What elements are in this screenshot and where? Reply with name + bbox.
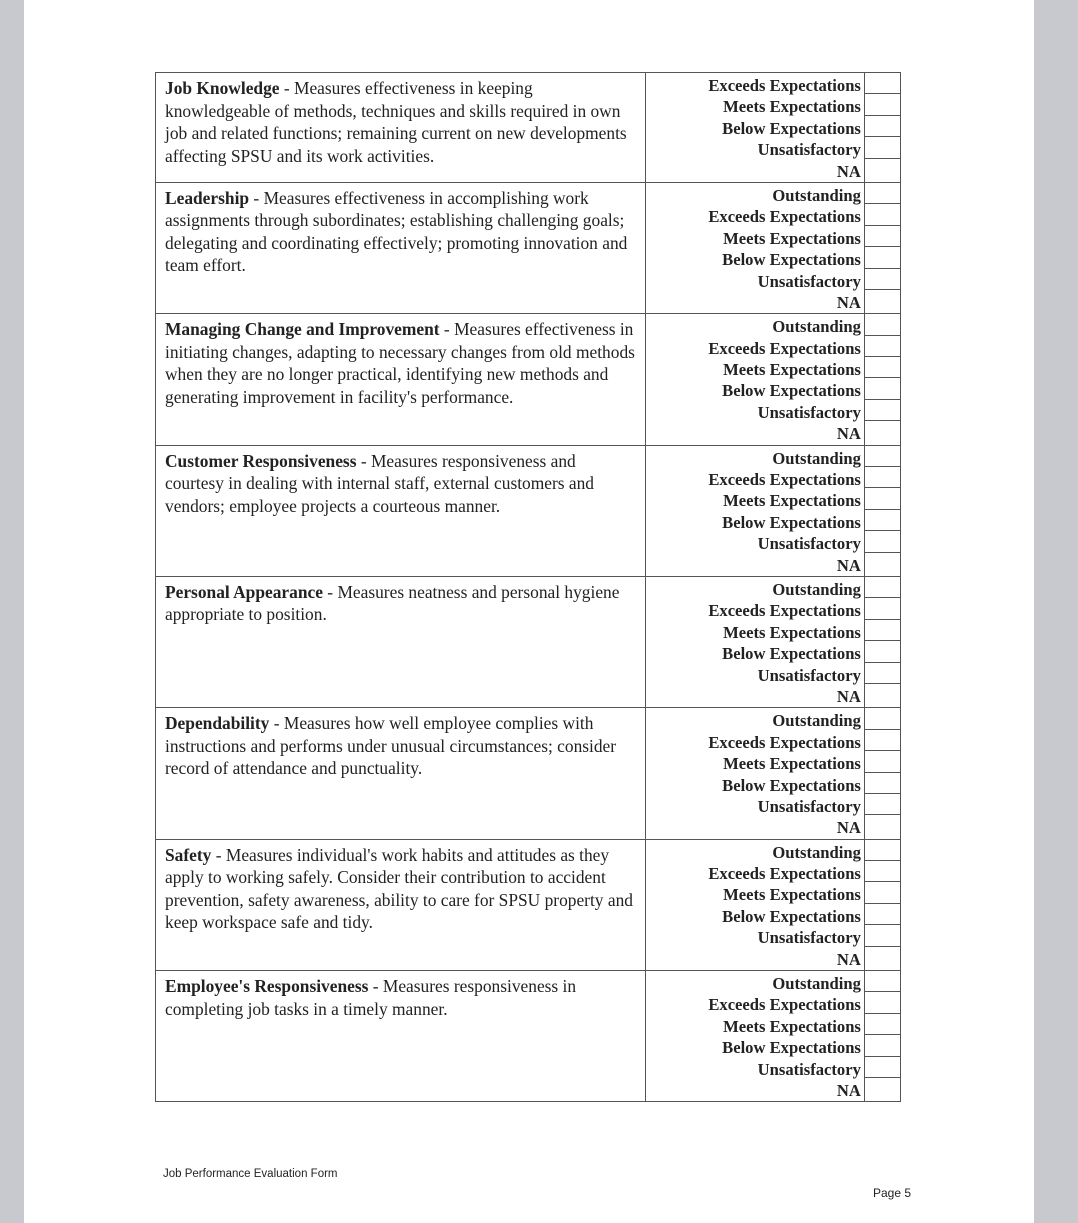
rating-checkbox[interactable] [865, 708, 900, 729]
rating-option-label: Unsatisfactory [757, 796, 861, 816]
rating-checkbox[interactable] [865, 971, 900, 992]
category-description: - Measures effectiveness in keeping knowledgeable of methods, techniques and skills required in own job and related functions; remaining current on new developments affecting SPSU and its work activities. [165, 78, 627, 166]
rating-option-label: NA [836, 686, 861, 706]
rating-option-label: Unsatisfactory [757, 402, 861, 422]
rating-checkbox[interactable] [865, 336, 900, 357]
rating-option-label: NA [836, 555, 861, 575]
rating-checkbox[interactable] [865, 598, 900, 619]
rating-checkbox[interactable] [865, 446, 900, 467]
rating-checkboxes-cell [864, 839, 900, 970]
rating-option-label: Below Expectations [722, 250, 861, 270]
rating-option-label: Meets Expectations [723, 1016, 861, 1036]
rating-option-label: Below Expectations [722, 381, 861, 401]
rating-labels-cell [646, 314, 865, 445]
rating-option-label: Unsatisfactory [757, 665, 861, 685]
page-number: Page 5 [873, 1186, 912, 1200]
rating-option-label: Outstanding [772, 185, 861, 205]
rating-checkbox[interactable] [865, 421, 900, 442]
rating-checkbox[interactable] [865, 116, 900, 137]
category-description: - Measures responsiveness in completing job tasks in a timely manner. [165, 976, 577, 1019]
rating-option-label: Exceeds Expectations [708, 76, 861, 95]
rating-option-label: Below Expectations [722, 512, 861, 532]
rating-option-label: NA [836, 1080, 861, 1100]
rating-option-label: Below Expectations [722, 1038, 861, 1058]
rating-checkbox[interactable] [865, 137, 900, 158]
rating-labels-cell [646, 839, 865, 970]
category-description: - Measures how well employee complies with instructions and performs under unusual circumstances; consider record of attendance and punctuality. [165, 713, 617, 779]
rating-labels-cell [646, 73, 865, 183]
category-description-cell [156, 314, 646, 445]
category-row [156, 314, 901, 445]
rating-option-label: Exceeds Expectations [708, 601, 861, 621]
form-title-footer: Job Performance Evaluation Form [163, 1168, 338, 1180]
rating-option-label: Outstanding [772, 317, 861, 337]
category-description-cell [156, 839, 646, 970]
category-description-cell [156, 445, 646, 576]
rating-checkboxes-cell [864, 73, 900, 183]
rating-labels-cell [646, 182, 865, 313]
category-description: - Measures effectiveness in initiating changes, adapting to necessary changes from old methods when they are no longer practical, identifying new methods and generating improvement in facility's performance. [165, 319, 635, 407]
rating-checkbox[interactable] [865, 904, 900, 925]
rating-checkbox[interactable] [865, 815, 900, 836]
rating-checkbox[interactable] [865, 400, 900, 421]
rating-checkbox[interactable] [865, 751, 900, 772]
rating-option-label: Meets Expectations [723, 622, 861, 642]
category-title: Managing Change and Improvement [165, 319, 440, 340]
rating-option-label: Meets Expectations [723, 885, 861, 905]
category-title: Safety [165, 844, 212, 865]
rating-checkbox[interactable] [865, 1057, 900, 1078]
rating-checkbox[interactable] [865, 269, 900, 290]
category-row [156, 576, 901, 707]
category-description: - Measures responsiveness and courtesy in dealing with internal staff, external customers and vendors; employee projects a courteous manner. [165, 450, 594, 516]
category-title: Leadership [165, 187, 250, 208]
rating-option-label: Meets Expectations [723, 228, 861, 248]
rating-checkboxes-cell [864, 182, 900, 313]
category-title: Job Knowledge [165, 78, 280, 98]
rating-option-label: Meets Expectations [723, 360, 861, 380]
rating-checkbox[interactable] [865, 531, 900, 552]
rating-option-label: Unsatisfactory [757, 140, 861, 160]
rating-checkbox[interactable] [865, 992, 900, 1013]
rating-checkbox[interactable] [865, 947, 900, 968]
rating-checkbox[interactable] [865, 1078, 900, 1099]
rating-checkbox[interactable] [865, 467, 900, 488]
rating-checkbox[interactable] [865, 357, 900, 378]
rating-checkbox[interactable] [865, 159, 900, 180]
rating-option-label: Meets Expectations [723, 97, 861, 117]
rating-option-label: NA [836, 292, 861, 312]
rating-option-label: Meets Expectations [723, 491, 861, 511]
category-description-cell [156, 971, 646, 1102]
rating-option-label: Unsatisfactory [757, 1059, 861, 1079]
rating-option-label: Outstanding [772, 842, 861, 862]
category-title: Personal Appearance [165, 581, 323, 602]
evaluation-table [155, 72, 901, 1102]
rating-checkboxes-cell [864, 576, 900, 707]
rating-option-label: Unsatisfactory [757, 534, 861, 554]
rating-option-label: NA [836, 949, 861, 969]
rating-checkbox[interactable] [865, 840, 900, 861]
rating-option-label: Outstanding [772, 711, 861, 731]
category-description: - Measures neatness and personal hygiene appropriate to position. [165, 581, 620, 625]
rating-labels-cell [646, 576, 865, 707]
rating-checkbox[interactable] [865, 226, 900, 247]
rating-checkbox[interactable] [865, 861, 900, 882]
rating-option-label: Exceeds Expectations [708, 207, 861, 227]
rating-option-label: Below Expectations [722, 906, 861, 926]
rating-checkbox[interactable] [865, 247, 900, 268]
category-row [156, 73, 901, 183]
rating-option-label: Below Expectations [722, 644, 861, 664]
category-row [156, 839, 901, 970]
rating-checkbox[interactable] [865, 488, 900, 509]
rating-checkbox[interactable] [865, 378, 900, 399]
rating-option-label: Outstanding [772, 448, 861, 468]
rating-checkbox[interactable] [865, 882, 900, 903]
rating-checkbox[interactable] [865, 204, 900, 225]
rating-checkbox[interactable] [865, 663, 900, 684]
rating-checkboxes-cell [864, 708, 900, 839]
rating-checkboxes-cell [864, 314, 900, 445]
rating-labels-cell [646, 971, 865, 1102]
rating-checkboxes-cell [864, 971, 900, 1102]
rating-checkbox[interactable] [865, 1014, 900, 1035]
category-title: Dependability [165, 713, 270, 734]
rating-option-label: NA [836, 161, 861, 181]
rating-option-label: Unsatisfactory [757, 271, 861, 291]
rating-labels-cell [646, 445, 865, 576]
category-title: Customer Responsiveness [165, 450, 357, 471]
rating-checkbox[interactable] [865, 577, 900, 598]
rating-checkbox[interactable] [865, 94, 900, 115]
rating-option-label: Meets Expectations [723, 754, 861, 774]
category-row [156, 708, 901, 839]
rating-checkbox[interactable] [865, 684, 900, 705]
rating-checkbox[interactable] [865, 553, 900, 574]
category-row [156, 445, 901, 576]
rating-checkbox[interactable] [865, 314, 900, 335]
rating-option-label: Outstanding [772, 974, 861, 994]
rating-checkbox[interactable] [865, 1035, 900, 1056]
rating-checkbox[interactable] [865, 925, 900, 946]
rating-option-label: NA [836, 818, 861, 838]
rating-option-label: Exceeds Expectations [708, 732, 861, 752]
category-description-cell [156, 73, 646, 183]
category-description: - Measures effectiveness in accomplishing work assignments through subordinates; establishing challenging goals; delegating and coordinating effectively; promoting innovation and team effort. [165, 187, 628, 276]
category-description-cell [156, 576, 646, 707]
rating-checkbox[interactable] [865, 290, 900, 311]
rating-checkbox[interactable] [865, 183, 900, 204]
rating-option-label: Exceeds Expectations [708, 995, 861, 1015]
rating-checkbox[interactable] [865, 620, 900, 641]
rating-option-label: Below Expectations [722, 118, 861, 138]
rating-option-label: Exceeds Expectations [708, 470, 861, 490]
rating-checkboxes-cell [864, 445, 900, 576]
rating-option-label: Outstanding [772, 579, 861, 599]
category-row [156, 182, 901, 313]
rating-option-label: NA [836, 424, 861, 444]
category-title: Employee's Responsiveness [165, 976, 369, 997]
rating-option-label: Exceeds Expectations [708, 338, 861, 358]
category-description-cell [156, 182, 646, 313]
rating-option-label: Unsatisfactory [757, 928, 861, 948]
category-description-cell [156, 708, 646, 839]
rating-checkbox[interactable] [865, 641, 900, 662]
category-description: - Measures individual's work habits and attitudes as they apply to working safely. Consider their contribution to accident prevention, safety awareness, ability to care for SPSU property and keep workspace safe and tidy. [165, 844, 633, 933]
rating-labels-cell [646, 708, 865, 839]
rating-checkbox[interactable] [865, 510, 900, 531]
rating-checkbox[interactable] [865, 773, 900, 794]
rating-checkbox[interactable] [865, 794, 900, 815]
rating-option-label: Below Expectations [722, 775, 861, 795]
rating-checkbox[interactable] [865, 730, 900, 751]
category-row [156, 971, 901, 1102]
rating-checkbox[interactable] [865, 73, 900, 94]
document-page [24, 0, 1034, 1223]
rating-option-label: Exceeds Expectations [708, 864, 861, 884]
